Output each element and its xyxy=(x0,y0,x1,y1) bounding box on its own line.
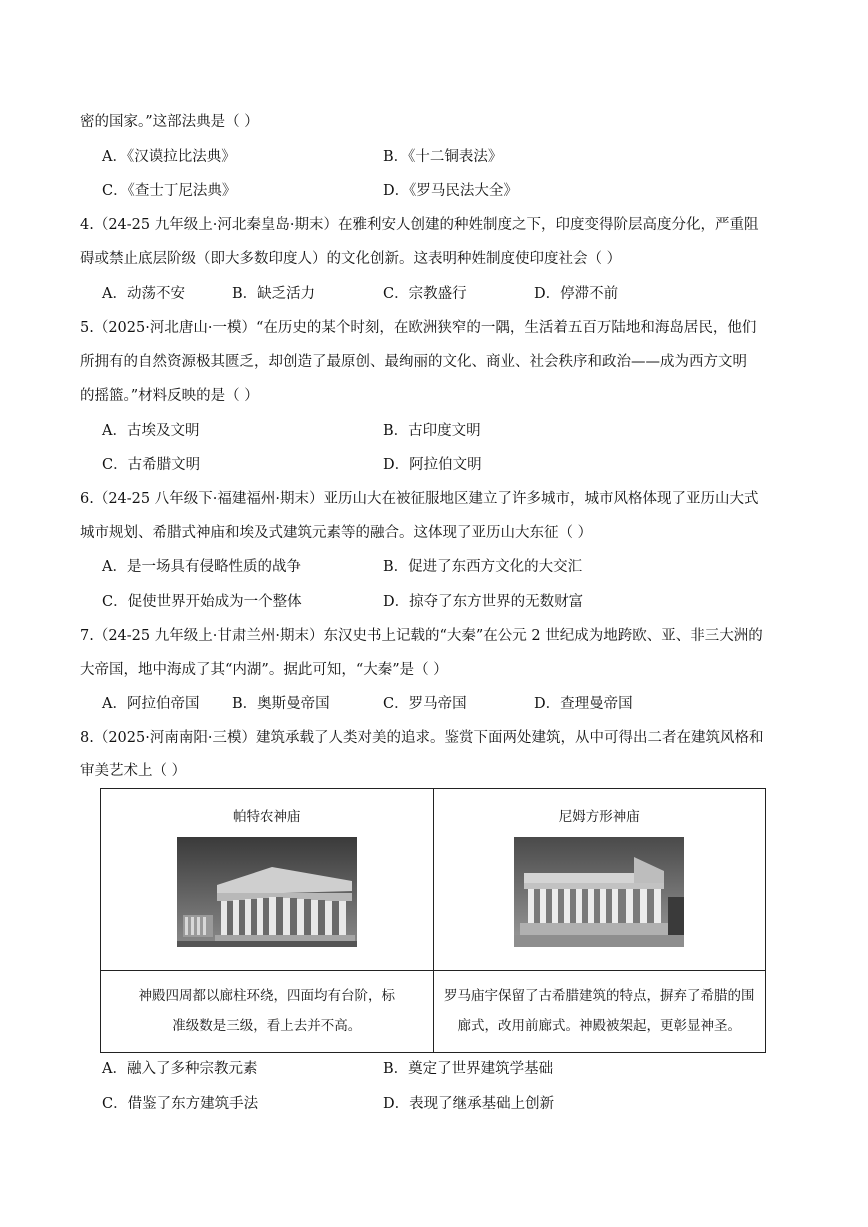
option-a[interactable]: A．《汉谟拉比法典》 xyxy=(102,149,236,165)
option-d[interactable]: D．停滞不前 xyxy=(534,286,619,302)
maison-carree-title: 尼姆方形神庙 xyxy=(558,809,640,825)
option-a[interactable]: A．动荡不安 xyxy=(102,286,185,302)
maison-carree-photo xyxy=(514,837,684,947)
question-text-line: 的摇篮。”材料反映的是（ ） xyxy=(80,388,259,404)
question-4-text: 4.（24-25 九年级上·河北秦皇岛·期末）在雅利安人创建的种姓制度之下，印度变得阶层高度分化，严重阻 xyxy=(80,217,759,233)
parthenon-title: 帕特农神庙 xyxy=(233,809,301,825)
option-d[interactable]: D．查理曼帝国 xyxy=(534,696,633,712)
option-b[interactable]: B．《十二铜表法》 xyxy=(383,149,503,165)
option-a[interactable]: A．阿拉伯帝国 xyxy=(102,696,200,712)
architecture-comparison-table xyxy=(100,788,766,1053)
question-text-line: 城市规划、希腊式神庙和埃及式建筑元素等的融合。这体现了亚历山大东征（ ） xyxy=(80,525,593,541)
option-a[interactable]: A．古埃及文明 xyxy=(102,423,200,439)
parthenon-desc-line: 准级数是三级，看上去并不高。 xyxy=(172,1018,362,1034)
option-c[interactable]: C．宗教盛行 xyxy=(383,286,467,302)
option-d[interactable]: D．阿拉伯文明 xyxy=(383,457,482,473)
option-c[interactable]: C．促使世界开始成为一个整体 xyxy=(102,594,302,610)
maison-carree-cell xyxy=(433,789,766,971)
maison-carree-desc-line: 罗马庙宇保留了古希腊建筑的特点，摒弃了希腊的围 xyxy=(444,988,755,1004)
option-c[interactable]: C．古希腊文明 xyxy=(102,457,201,473)
question-text-line: 所拥有的自然资源极其匮乏，却创造了最原创、最绚丽的文化、商业、社会秩序和政治——成为西方文明 xyxy=(80,354,747,370)
option-d[interactable]: D．掠夺了东方世界的无数财富 xyxy=(383,594,584,610)
option-c[interactable]: C．罗马帝国 xyxy=(383,696,467,712)
option-d[interactable]: D．《罗马民法大全》 xyxy=(383,183,518,199)
question-8-text: 8.（2025·河南南阳·三模）建筑承载了人类对美的追求。鉴赏下面两处建筑，从中可得出二者在建筑风格和 xyxy=(80,730,764,746)
maison-carree-description xyxy=(433,971,766,1053)
question-text-line: 大帝国，地中海成了其“内湖”。据此可知，“大秦”是（ ） xyxy=(80,662,448,678)
option-a[interactable]: A．是一场具有侵略性质的战争 xyxy=(102,559,301,575)
maison-carree-desc-line: 廊式，改用前廊式。神殿被架起，更彰显神圣。 xyxy=(457,1018,741,1034)
option-b[interactable]: B．缺乏活力 xyxy=(232,286,316,302)
option-c[interactable]: C．借鉴了东方建筑手法 xyxy=(102,1096,259,1112)
option-a[interactable]: A．融入了多种宗教元素 xyxy=(102,1061,258,1077)
question-text-line: 密的国家。”这部法典是（ ） xyxy=(80,114,259,130)
question-text-line: 碍或禁止底层阶级（即大多数印度人）的文化创新。这表明种姓制度使印度社会（ ） xyxy=(80,251,622,267)
option-b[interactable]: B．促进了东西方文化的大交汇 xyxy=(383,559,583,575)
option-b[interactable]: B．奠定了世界建筑学基础 xyxy=(383,1061,554,1077)
option-d[interactable]: D．表现了继承基础上创新 xyxy=(383,1096,555,1112)
question-7-text: 7.（24-25 九年级上·甘肃兰州·期末）东汉史书上记载的“大秦”在公元 2 世纪成为地跨欧、亚、非三大洲的 xyxy=(80,628,763,644)
parthenon-photo xyxy=(177,837,357,947)
parthenon-desc-line: 神殿四周都以廊柱环绕，四面均有台阶，标 xyxy=(138,988,395,1004)
option-c[interactable]: C．《查士丁尼法典》 xyxy=(102,183,237,199)
parthenon-cell xyxy=(101,789,434,971)
option-b[interactable]: B．奥斯曼帝国 xyxy=(232,696,330,712)
question-6-text: 6.（24-25 八年级下·福建福州·期末）亚历山大在被征服地区建立了许多城市，城市风格体现了亚历山大式 xyxy=(80,491,759,507)
option-b[interactable]: B．古印度文明 xyxy=(383,423,481,439)
question-5-text: 5.（2025·河北唐山·一模）“在历史的某个时刻，在欧洲狭窄的一隅，生活着五百万陆地和海岛居民，他们 xyxy=(80,320,757,336)
parthenon-description xyxy=(101,971,434,1053)
question-text-line: 审美艺术上（ ） xyxy=(80,763,187,779)
